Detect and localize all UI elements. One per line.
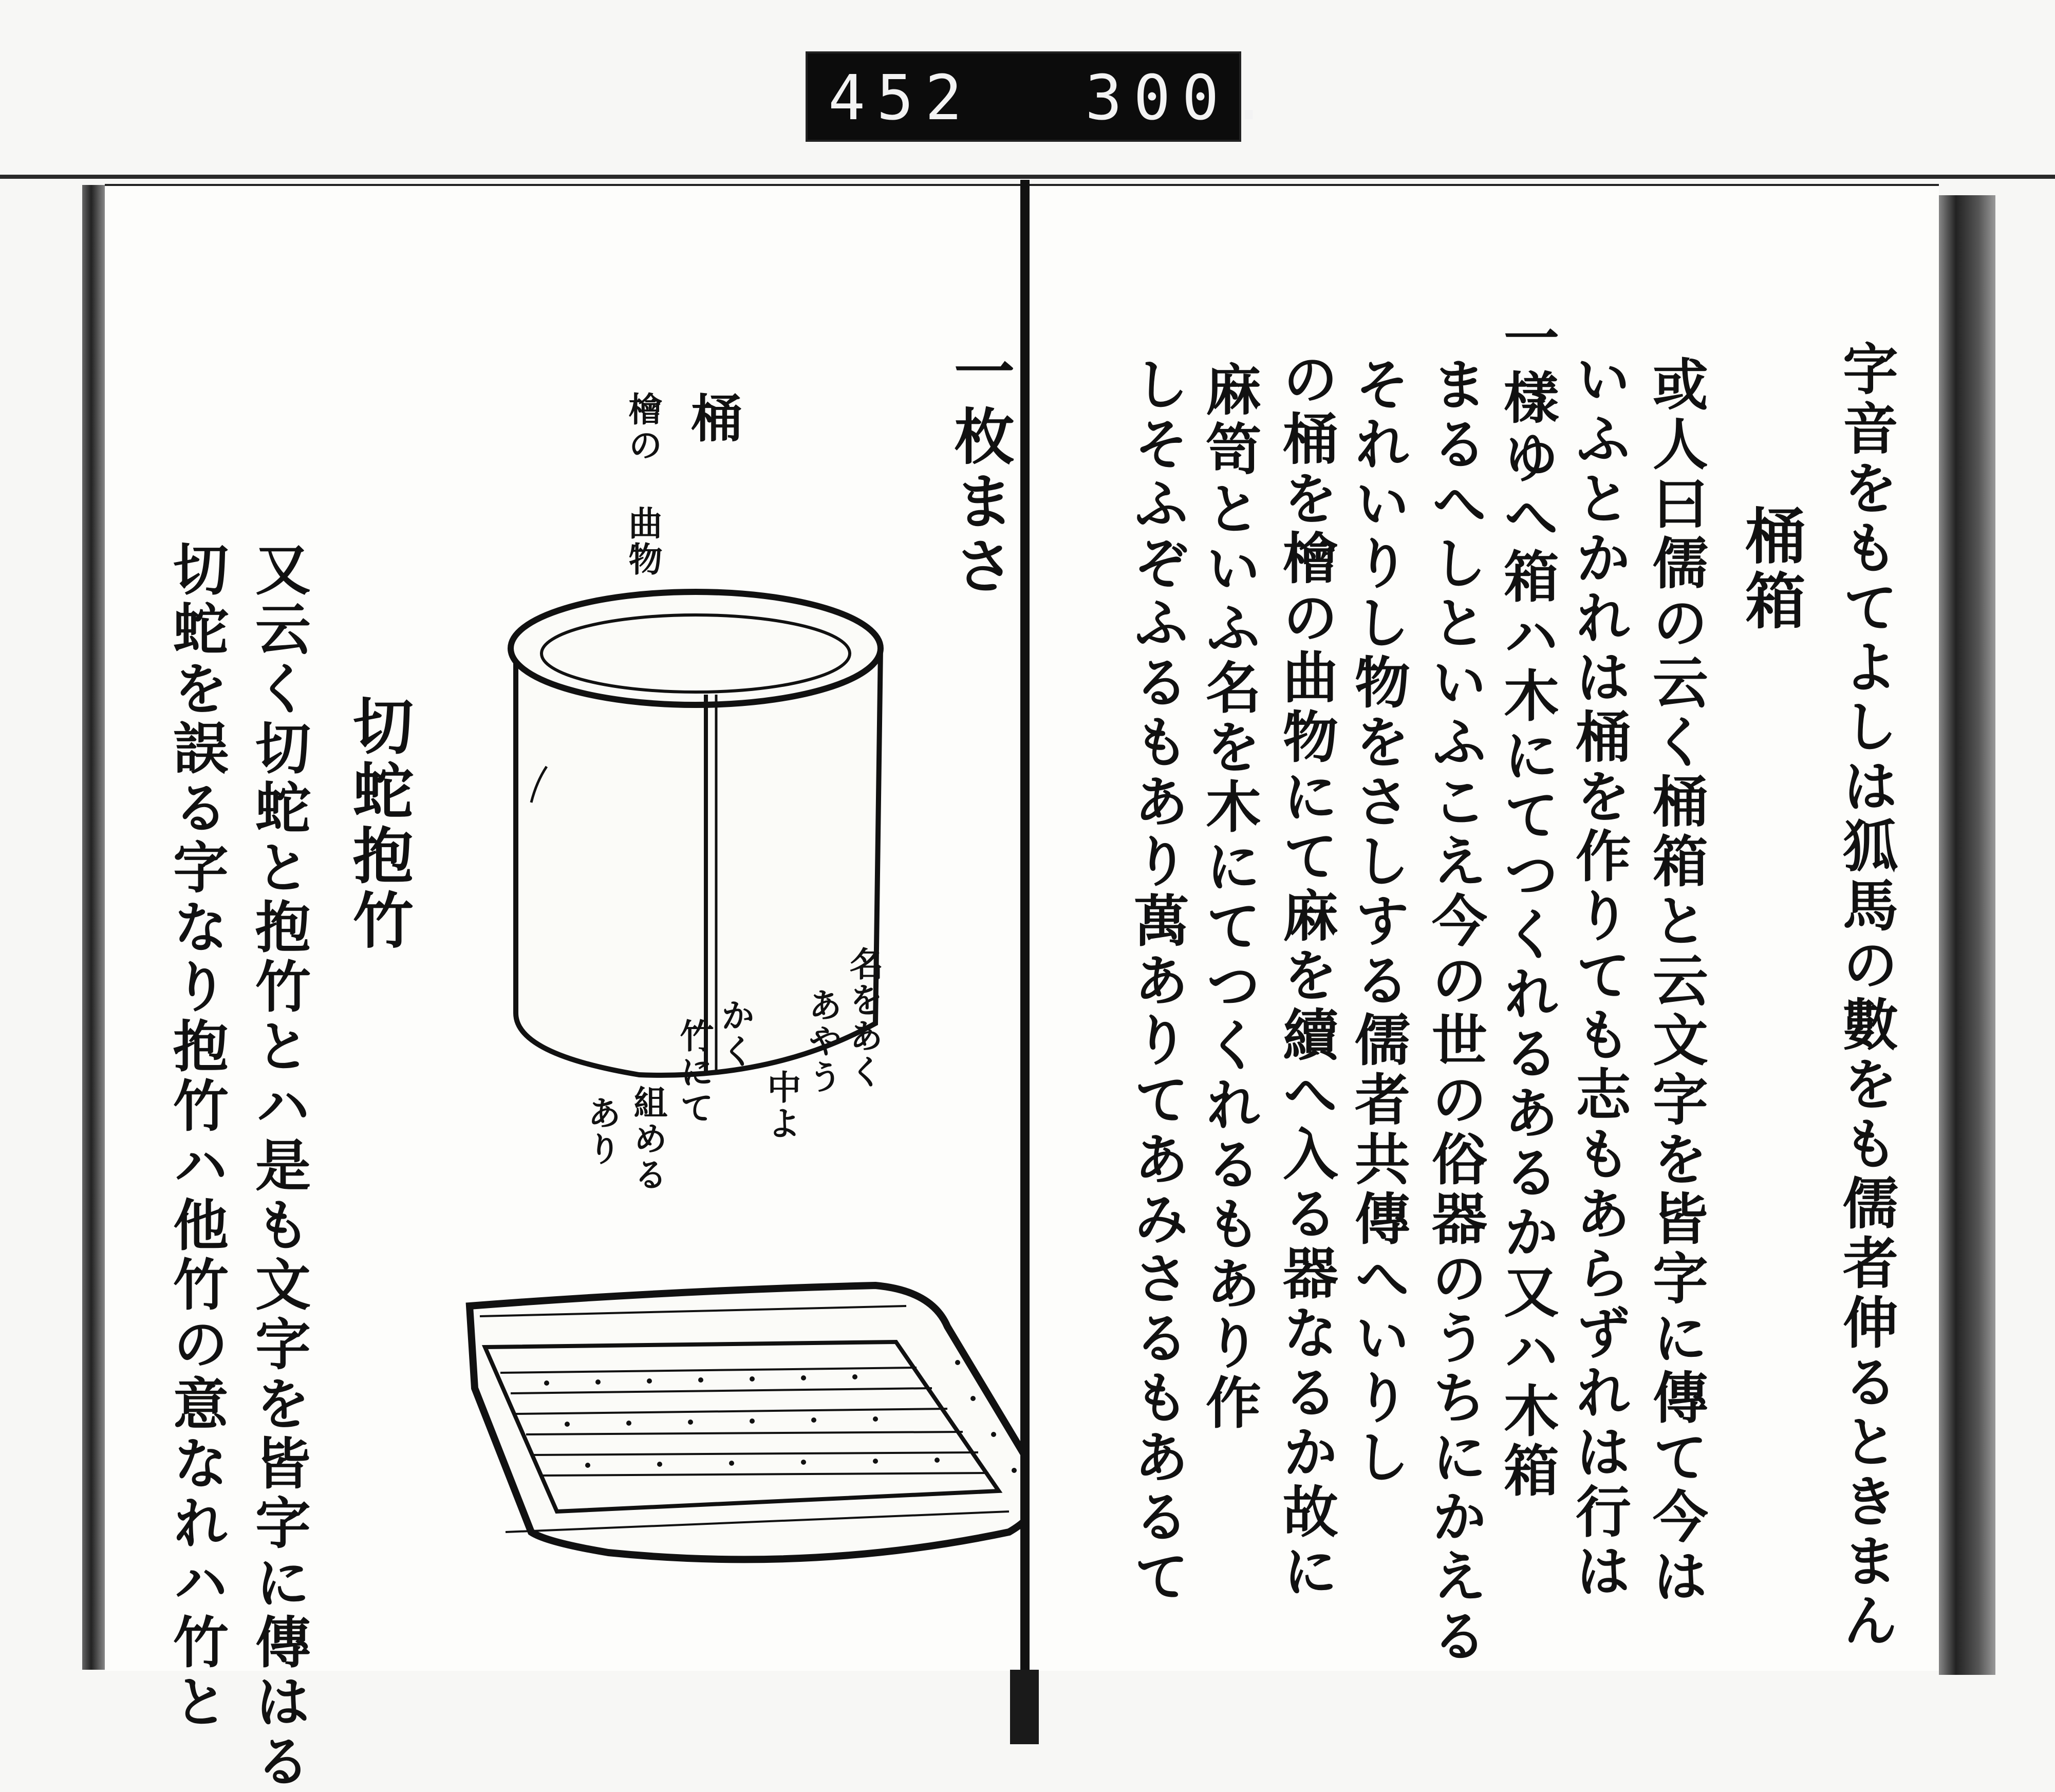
right-text-column-9: しそふぞふるもあり萬ありてあみさるもあるて [1124, 356, 1189, 1607]
right-text-column-3: いふとかれは桶を作りても志もあらずれは行は [1566, 350, 1631, 1602]
figure2-note-5: 竹にて [674, 1018, 714, 1126]
figure2-note-3: 中よ [761, 1070, 801, 1142]
left-heading-column: 一枚まさ [943, 340, 1015, 599]
book-right-edge [1939, 195, 1995, 1675]
right-text-column-6: それいりし物をさしする儒者共傳へいりし [1345, 356, 1410, 1488]
figure1-label-main: 桶 [682, 391, 743, 447]
right-page [1030, 184, 1939, 1671]
scan-top-edge [0, 175, 2055, 179]
figure2-note-4: かく [715, 998, 755, 1070]
accession-number-left: 452 [828, 63, 974, 134]
left-subtitle: 切蛇抱竹 [342, 695, 414, 954]
book-left-edge [82, 185, 105, 1670]
right-text-column-1: 字音をもてよしは狐馬の數をも儒者伸るときまん [1833, 340, 1898, 1651]
figure2-note-7: あり [582, 1095, 622, 1167]
book-gutter [1020, 180, 1030, 1670]
woven-tray-illustration [454, 1244, 1019, 1625]
left-text-column-2: 切蛇を誤る字なり抱竹ハ他竹の意なれハ竹と [163, 540, 229, 1732]
right-text-column-8: 麻笥といふ名を木にてつくれるもあり作 [1196, 361, 1261, 1433]
right-text-column-4: 一樣ゆへ箱ハ木にてつくれるあるか又ハ木箱 [1494, 309, 1559, 1501]
figure2-note-6: 組める [628, 1085, 668, 1193]
figure2-note-2: あやう [802, 987, 843, 1095]
figure2-note-1: 名をあく [844, 946, 884, 1090]
right-title: 桶箱 [1734, 505, 1806, 634]
right-text-column-7: の桶を檜の曲物にて麻を續へ入る器なるか故に [1273, 350, 1338, 1602]
right-text-column-2: 或人曰儒の云く桶箱と云文字を皆字に傳て今は [1643, 356, 1708, 1607]
accession-number-plate [806, 51, 1279, 142]
right-text-column-5: まるへしといふこえ今の世の俗器のうちにかえる [1422, 356, 1487, 1667]
figure1-label-sub: 檜の 曲物 [623, 391, 663, 577]
binding-clip [1010, 1670, 1039, 1744]
left-text-column-1: 又云く切蛇と抱竹とハ是も文字を皆字に傳はる [246, 540, 311, 1792]
left-page [105, 184, 1022, 1792]
accession-number-right: 300. [1085, 63, 1279, 134]
